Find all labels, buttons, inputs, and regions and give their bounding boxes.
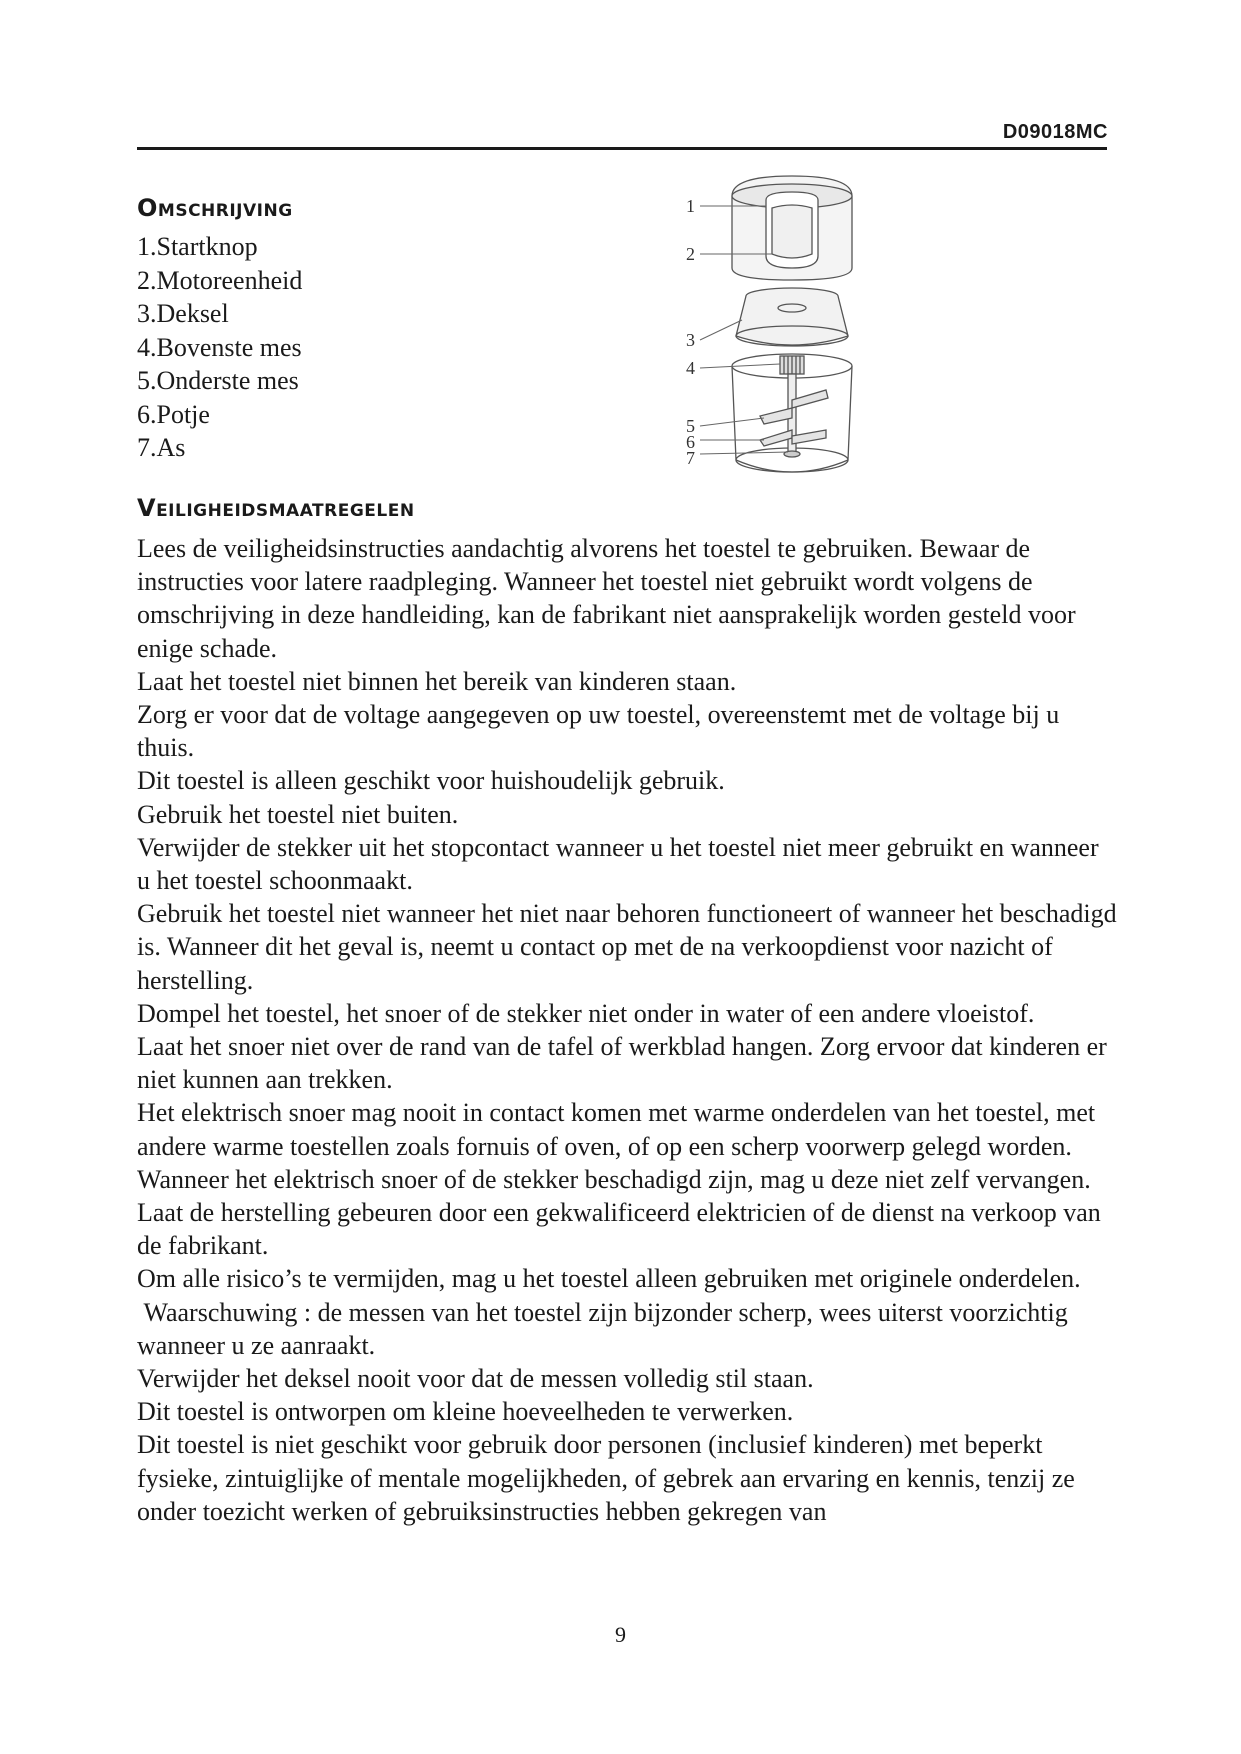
callout-7: 7 <box>686 448 695 468</box>
part-item: 7.As <box>137 433 186 462</box>
safety-instructions <box>137 532 1117 1528</box>
paragraph: Verwijder de stekker uit het stopcontact wanneer u het toestel niet meer gebruikt en wanneer u het toestel schoonmaakt. <box>137 832 1099 896</box>
callout-3: 3 <box>686 330 695 350</box>
part-item: 1.Startknop <box>137 232 258 261</box>
paragraph: Dit toestel is alleen geschikt voor huishoudelijk gebruik. <box>137 766 725 796</box>
paragraph: Wanneer het elektrisch snoer of de stekker beschadigd zijn, mag u deze niet zelf vervangen. Laat de herstelling gebeuren door een gekwalificeerd elektricien of de dienst na verkoop van de fabrikant. <box>137 1164 1101 1261</box>
paragraph: Laat het toestel niet binnen het bereik van kinderen staan. <box>137 666 737 696</box>
parts-list <box>137 230 302 465</box>
chopper-diagram <box>680 168 860 488</box>
paragraph: Lees de veiligheidsinstructies aandachtig alvorens het toestel te gebruiken. Bewaar de instructies voor latere raadpleging. Wanneer het toestel niet gebruikt wordt volgens de omschrijving in deze handleiding, kan de fabrikant niet aansprakelijk worden gesteld voor enige schade. <box>137 534 1076 663</box>
page-number: 9 <box>615 1622 626 1647</box>
paragraph: Waarschuwing : de messen van het toestel zijn bijzonder scherp, wees uiterst voorzichtig wanneer u ze aanraakt. <box>137 1297 1075 1360</box>
paragraph: Zorg er voor dat de voltage aangegeven op uw toestel, overeenstemt met de voltage bij u thuis. <box>137 700 1060 763</box>
callout-6: 6 <box>686 432 695 452</box>
part-item: 4.Bovenste mes <box>137 332 302 362</box>
part-item: 3.Deksel <box>137 299 229 328</box>
part-item: 6.Potje <box>137 399 210 429</box>
callout-4: 4 <box>686 358 695 378</box>
part-item: 5.Onderste mes <box>137 366 299 395</box>
callout-2: 2 <box>686 244 695 264</box>
paragraph: Verwijder het deksel nooit voor dat de messen volledig stil staan. <box>137 1364 814 1394</box>
paragraph: Gebruik het toestel niet buiten. <box>137 799 459 829</box>
callout-1: 1 <box>686 196 695 216</box>
safety-heading: Veiligheidsmaatregelen <box>137 494 415 522</box>
paragraph: Laat het snoer niet over de rand van de tafel of werkblad hangen. Zorg ervoor dat kinderen er niet kunnen aan trekken. <box>137 1032 1107 1095</box>
paragraph: Het elektrisch snoer mag nooit in contact komen met warme onderdelen van het toestel, met andere warme toestellen zoals fornuis of oven, of op een scherp voorwerp gelegd worden. <box>137 1098 1096 1161</box>
paragraph: Dit toestel is ontworpen om kleine hoeveelheden te verwerken. <box>137 1397 794 1427</box>
callout-5: 5 <box>686 416 695 436</box>
model-code: D09018MC <box>1002 121 1108 143</box>
description-heading: Omschrijving <box>137 194 293 222</box>
paragraph: Dompel het toestel, het snoer of de stekker niet onder in water of een andere vloeistof. <box>137 998 1035 1028</box>
paragraph: Gebruik het toestel niet wanneer het niet naar behoren functioneert of wanneer het beschadigd is. Wanneer dit het geval is, neemt u contact op met de na verkoopdienst voor nazicht of herstelling. <box>137 899 1117 995</box>
header-rule <box>137 147 1107 150</box>
paragraph: Dit toestel is niet geschikt voor gebruik door personen (inclusief kinderen) met beperkt fysieke, zintuiglijke of mentale mogelijkheden, of gebrek aan ervaring en kennis, tenzij ze onder toezicht werken of gebruiksinstructies hebben gekregen van <box>137 1430 1075 1526</box>
paragraph: Om alle risico’s te vermijden, mag u het toestel alleen gebruiken met originele onderdelen. <box>137 1264 1081 1294</box>
part-item: 2.Motoreenheid <box>137 265 303 295</box>
